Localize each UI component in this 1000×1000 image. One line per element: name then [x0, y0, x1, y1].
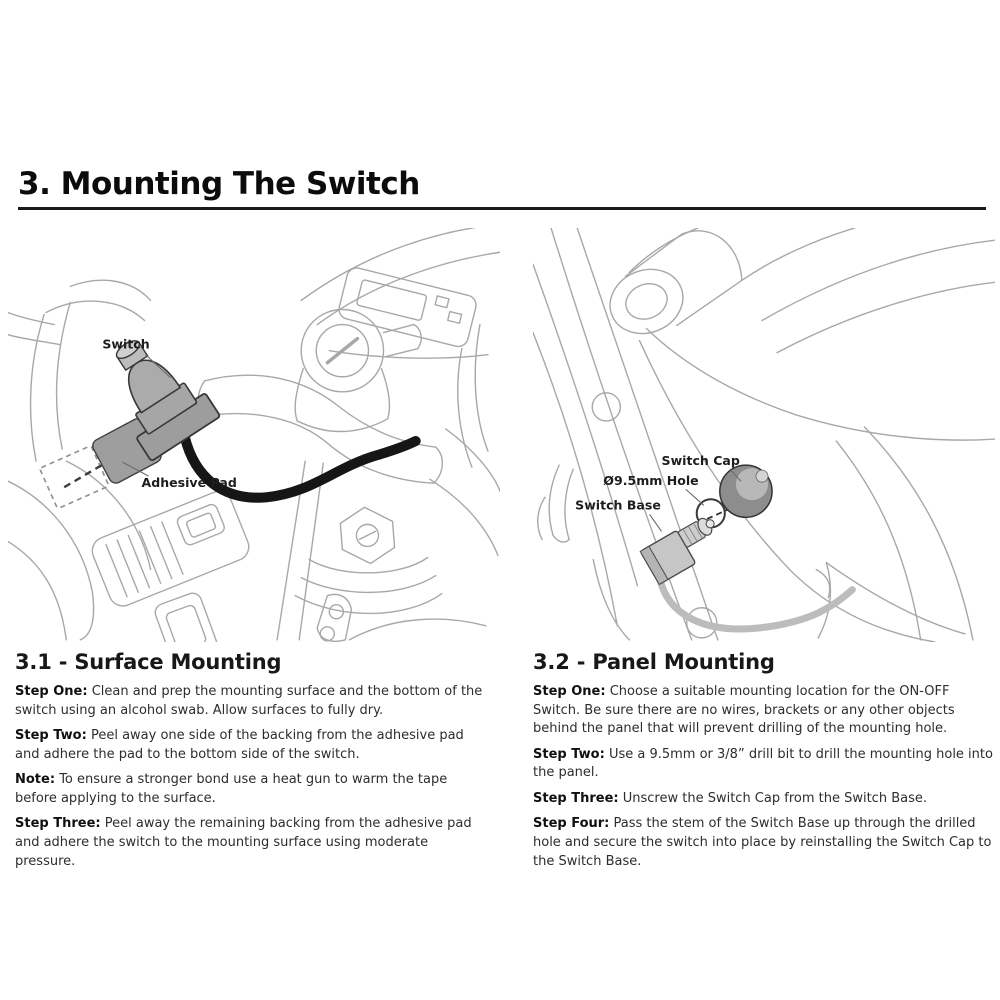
step-label: Step Two:: [533, 746, 605, 762]
switch-base-label: Switch Base: [575, 497, 661, 513]
switch-base-part: [640, 512, 727, 584]
step-label: Step One:: [533, 684, 606, 699]
surface-mounting-diagram: [8, 228, 500, 642]
step-label: Step Three:: [15, 816, 101, 832]
switch-base-cable: [660, 578, 853, 629]
section-heading: 3.1 - Surface Mounting: [15, 650, 282, 674]
step-text: Peel away one side of the backing from the adhesive pad and adhere the pad to the bottom side of the switch.: [15, 728, 464, 762]
switch-cap-part: [720, 465, 772, 517]
step-paragraph: [533, 746, 995, 783]
step-paragraph: [533, 683, 995, 739]
step-paragraph: [15, 683, 483, 720]
step-paragraph: [533, 815, 995, 871]
step-label: Step Four:: [533, 816, 610, 832]
section-panel-mounting: [533, 650, 995, 878]
step-label: Step One:: [15, 684, 88, 699]
step-label: Step Two:: [15, 728, 87, 744]
adhesive-pad-label: Adhesive Pad: [141, 475, 237, 491]
step-label: Step Three:: [533, 790, 619, 806]
step-text: Unscrew the Switch Cap from the Switch Base.: [622, 790, 927, 806]
title-rule: [18, 207, 986, 210]
switch-cap-label: Switch Cap: [661, 453, 740, 469]
note-text: To ensure a stronger bond use a heat gun to warm the tape before applying to the surface.: [15, 772, 448, 806]
step-text: Clean and prep the mounting surface and the bottom of the switch using an alcohol swab. Allow surfaces to fully dry.: [15, 684, 483, 718]
panel-mounting-diagram: [533, 228, 995, 642]
step-paragraph: [15, 815, 483, 871]
hole-label: Ø9.5mm Hole: [603, 473, 699, 489]
hole-label-leader: [686, 489, 704, 505]
note-paragraph: [15, 771, 483, 808]
step-text: Choose a suitable mounting location for the ON-OFF Switch. Be sure there are no wires, brackets or any other objects behind the panel that will prevent drilling of the mounting hole.: [533, 684, 955, 737]
switch-label: Switch: [102, 336, 150, 352]
section-surface-mounting: [15, 650, 483, 878]
section-heading: 3.2 - Panel Mounting: [533, 650, 775, 674]
page-title: 3. Mounting The Switch: [18, 166, 420, 202]
step-paragraph: [15, 727, 483, 764]
frame-line-art: [533, 228, 995, 642]
step-paragraph: [533, 790, 995, 809]
note-label: Note:: [15, 772, 56, 788]
step-text: Pass the stem of the Switch Base up through the drilled hole and secure the switch into place by reinstalling the Switch Cap to the Switch Base.: [533, 816, 992, 869]
motorcycle-line-art: [8, 228, 500, 642]
step-text: Use a 9.5mm or 3/8” drill bit to drill the mounting hole into the panel.: [533, 746, 993, 781]
step-text: Peel away the remaining backing from the adhesive pad and adhere the switch to the mounting surface using moderate pressure.: [15, 816, 472, 869]
